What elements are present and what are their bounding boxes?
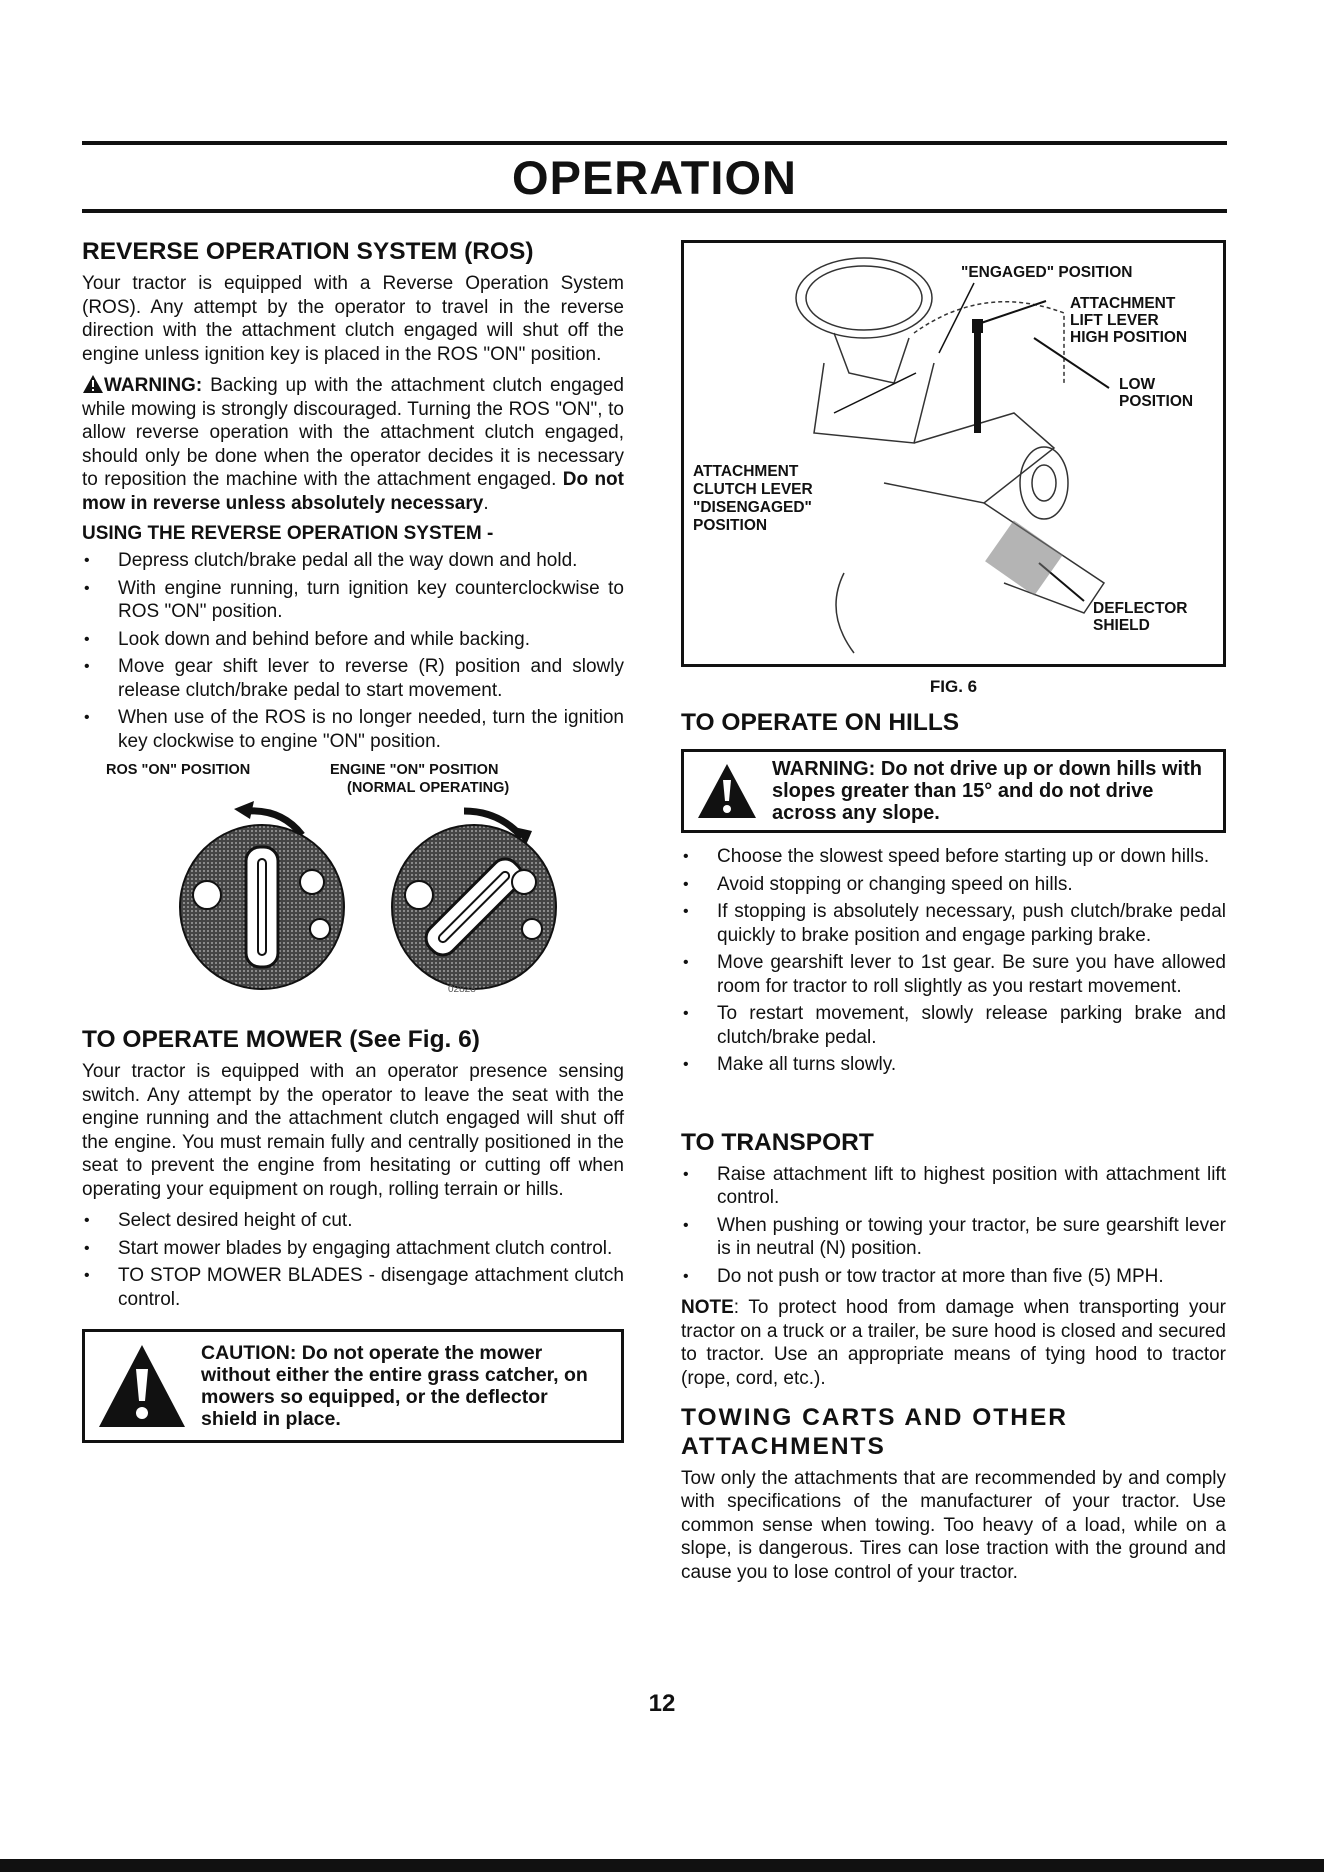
clutch-lever-label-2: CLUTCH LEVER (693, 481, 813, 498)
attachment-lift-label-1: ATTACHMENT (1070, 295, 1176, 312)
list-item: • If stopping is absolutely necessary, push clutch/brake pedal quickly to brake position and engage parking brake. (681, 900, 1226, 947)
page-title: OPERATION (512, 151, 797, 204)
title-underline (82, 209, 1227, 213)
transport-steps (681, 1163, 1226, 1289)
figure-code: 02828 (448, 984, 476, 996)
list-item: • Raise attachment lift to highest position with attachment lift control. (681, 1163, 1226, 1210)
deflector-shield-label-1: DEFLECTOR (1093, 600, 1188, 617)
clutch-lever-label-3: "DISENGAGED" (693, 499, 812, 516)
page-number: 12 (648, 1690, 676, 1717)
ignition-dial-ros (162, 797, 362, 997)
hills-warning-text: WARNING: Do not drive up or down hills with slopes greater than 15° and do not drive across any slope. (772, 758, 1202, 825)
list-item: • With engine running, turn ignition key counterclockwise to ROS "ON" position. (82, 577, 624, 624)
list-item: • When use of the ROS is no longer needed, turn the ignition key clockwise to engine "ON" position. (82, 706, 624, 753)
list-item: • To restart movement, slowly release parking brake and clutch/brake pedal. (681, 1002, 1226, 1049)
attachment-lift-label-2: LIFT LEVER (1070, 312, 1159, 329)
ros-intro: Your tractor is equipped with a Reverse Operation System (ROS). Any attempt by the operator to travel in the reverse direction with the attachment clutch engaged will shut off the engine unless ignition key is placed in the ROS "ON" position. (82, 273, 624, 365)
list-item: • When pushing or towing your tractor, be sure gearshift lever is in neutral (N) position. (681, 1214, 1226, 1261)
top-rule (82, 141, 1227, 145)
fig6-illustration (681, 240, 1226, 667)
engine-on-label: ENGINE "ON" POSITION (330, 762, 499, 779)
ignition-dial-engine (374, 797, 574, 997)
note-text: : To protect hood from damage when transporting your tractor on a truck or a trailer, be sure hood is closed and secured to tractor. Use an appropriate means of tying hood to tractor (rope, cord, etc.). (681, 1297, 1226, 1389)
mower-intro: Your tractor is equipped with an operator presence sensing switch. Any attempt by the operator to leave the seat with the engine running and the attachment clutch engaged will shut off the engine. You must remain fully and centrally positioned in the seat to prevent the engine from hesitating or cutting off when operating your equipment on rough, rolling terrain or hills. (82, 1061, 624, 1200)
ros-steps (82, 549, 624, 753)
fig6-caption: FIG. 6 (929, 677, 978, 696)
ros-on-label: ROS "ON" POSITION (106, 762, 251, 779)
transport-heading: TO TRANSPORT (681, 1128, 874, 1156)
clutch-lever-label-1: ATTACHMENT (693, 463, 799, 480)
warning-label: WARNING: (104, 375, 203, 397)
caution-icon (97, 1343, 187, 1429)
transport-note (681, 1296, 1226, 1390)
warning-icon (696, 762, 758, 820)
list-item: • Choose the slowest speed before starting up or down hills. (681, 845, 1226, 869)
list-item: • Make all turns slowly. (681, 1053, 1226, 1077)
ignition-key-figure (82, 761, 624, 1016)
list-item: • Start mower blades by engaging attachment clutch control. (82, 1237, 624, 1261)
caution-box (82, 1329, 624, 1443)
using-ros-heading: USING THE REVERSE OPERATION SYSTEM - (82, 523, 494, 545)
towing-heading: TOWING CARTS AND OTHER ATTACHMENTS (681, 1404, 1068, 1460)
attachment-lift-label-3: HIGH POSITION (1070, 329, 1188, 346)
mower-steps (82, 1209, 624, 1311)
list-item: • Move gear shift lever to reverse (R) position and slowly release clutch/brake pedal to start movement. (82, 655, 624, 702)
list-item: • Depress clutch/brake pedal all the way down and hold. (82, 549, 624, 573)
mower-heading: TO OPERATE MOWER (See Fig. 6) (82, 1026, 480, 1054)
transport-section (681, 1129, 1226, 1391)
hills-heading: TO OPERATE ON HILLS (681, 709, 960, 736)
engaged-position-label: "ENGAGED" POSITION (961, 264, 1133, 281)
ros-heading: REVERSE OPERATION SYSTEM (ROS) (82, 238, 534, 265)
hills-warning-box (681, 749, 1226, 833)
list-item: • Select desired height of cut. (82, 1209, 624, 1233)
warning-text: Backing up with the attachment clutch engaged while mowing is strongly discouraged. Turning the ROS "ON", to allow reverse operation with the attachment clutch engaged, should only be done when the operator decides it is necessary to reposition the machine with the attachment engaged. (82, 375, 625, 491)
normal-operating-label: (NORMAL OPERATING) (347, 780, 510, 797)
low-position-label-1: LOW (1119, 376, 1156, 393)
list-item: • Avoid stopping or changing speed on hills. (681, 873, 1226, 897)
bottom-scan-edge (0, 1859, 1324, 1872)
towing-text: Tow only the attachments that are recommended by and comply with specifications of the manufacturer of your tractor. Use common sense when towing. Too heavy of a load, while on a slope, is dangerous. Tires can lose traction with the ground and cause you to lose control of your tractor. (681, 1467, 1226, 1583)
right-column (681, 238, 1226, 1592)
deflector-shield-label-2: SHIELD (1093, 617, 1150, 634)
caution-text: CAUTION: Do not operate the mower without either the entire grass catcher, on mowers so equipped, or the deflector shield in place. (201, 1342, 588, 1431)
note-label: NOTE (681, 1297, 734, 1319)
ros-warning: WARNING: Backing up with the attachment clutch engaged while mowing is strongly discouraged. Turning the ROS "ON", to allow reverse operation with the attachment clutch engaged, should only be done when the operator decides it is necessary to reposition the machine with the attachment engaged. Do not mow in reverse unless absolutely necessary. (82, 375, 625, 514)
warning-icon (82, 374, 104, 394)
list-item: • Move gearshift lever to 1st gear. Be sure you have allowed room for tractor to roll slightly as you restart movement. (681, 951, 1226, 998)
mower-section (82, 1026, 624, 1443)
hills-section (681, 709, 1226, 1077)
low-position-label-2: POSITION (1119, 393, 1194, 410)
list-item: • TO STOP MOWER BLADES - disengage attachment clutch control. (82, 1264, 624, 1311)
list-item: • Look down and behind before and while backing. (82, 628, 624, 652)
towing-section (681, 1404, 1226, 1584)
clutch-lever-label-4: POSITION (693, 517, 768, 534)
hills-steps (681, 845, 1226, 1077)
left-column (82, 238, 624, 1455)
warning-bold-text: Do not mow in reverse unless absolutely necessary (82, 469, 624, 514)
list-item: • Do not push or tow tractor at more than five (5) MPH. (681, 1265, 1226, 1289)
ros-section (82, 238, 624, 1016)
